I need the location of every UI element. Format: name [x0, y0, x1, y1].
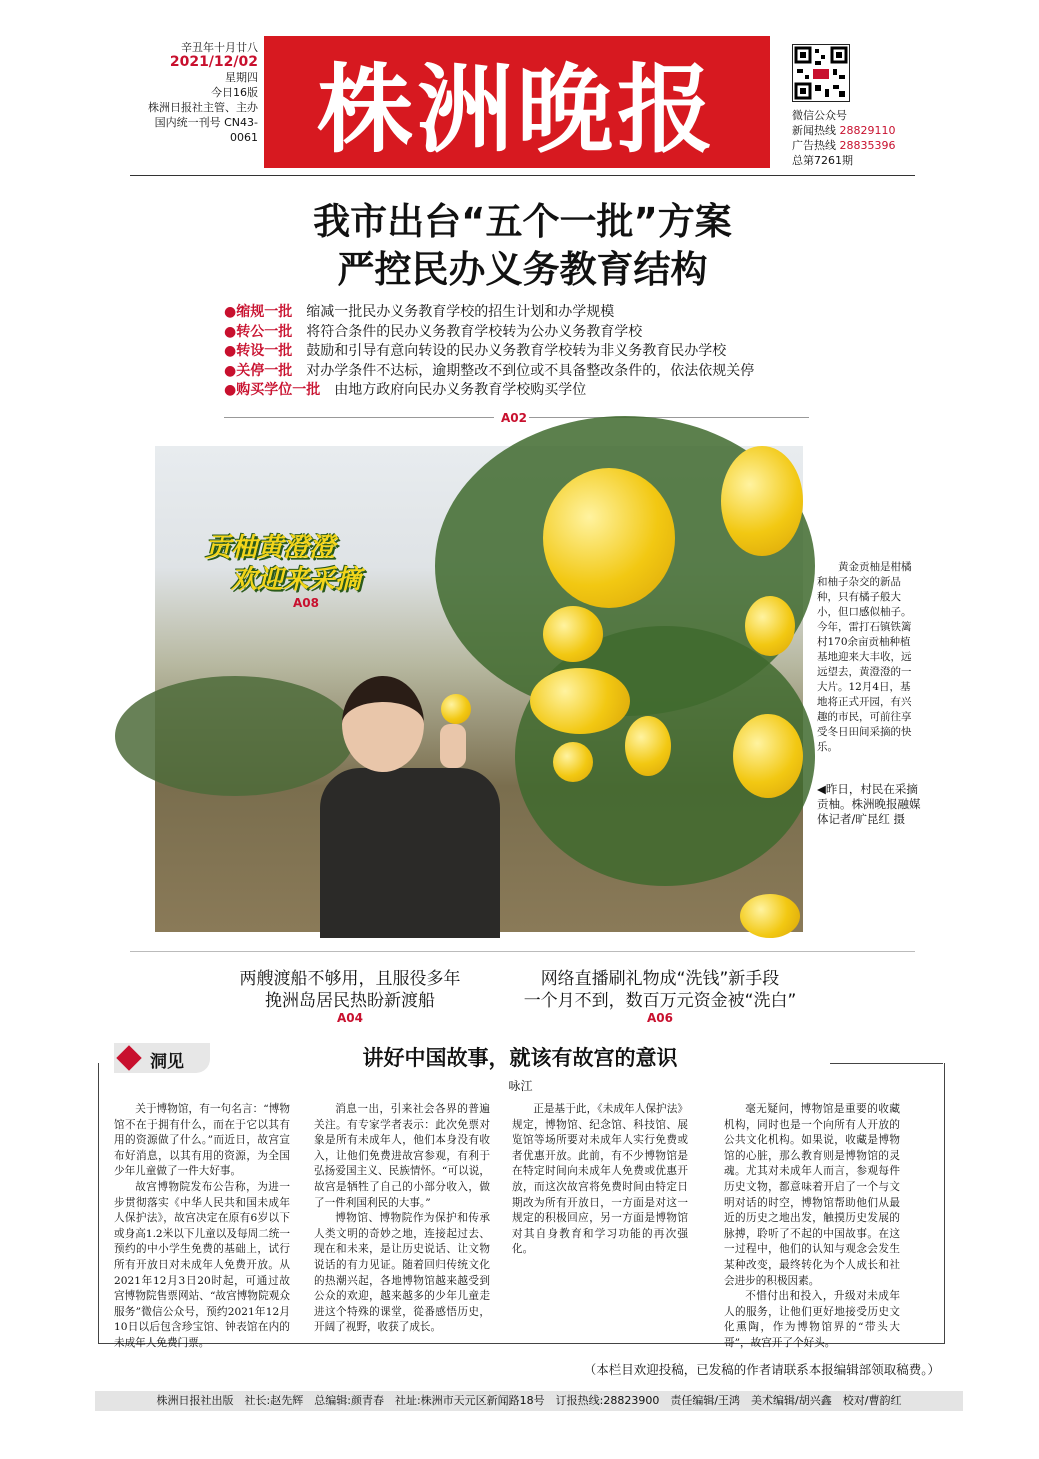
- pomelo-fruit: [530, 668, 630, 734]
- ref-label: A02: [501, 411, 527, 425]
- submission-note: （本栏目欢迎投稿，已发稿的作者请联系本报编辑部领取稿费。）: [583, 1362, 940, 1377]
- weekday: 星期四: [225, 71, 258, 84]
- page-count: 今日16版: [211, 86, 258, 99]
- divider: [130, 951, 915, 952]
- divider: [130, 175, 915, 176]
- ad-hotline: 广告热线 28835396: [792, 139, 896, 152]
- masthead-meta-left: [138, 40, 258, 145]
- teaser-a04[interactable]: [200, 968, 500, 1025]
- pomelo-fruit: [733, 714, 803, 798]
- photo-caption: 黄金贡柚是柑橘和柚子杂交的新品种，只有橘子般大小，但口感似柚子。今年，雷打石镇铁篱村170余亩贡柚种植基地迎来大丰收，远远望去，黄澄澄的一大片。12月4日，基地将正式开园，有兴趣的市民，可前往享受冬日田间采摘的快乐。: [817, 561, 912, 753]
- column-badge: [114, 1043, 210, 1073]
- issue-number: 总第7261期: [792, 154, 853, 167]
- main-headline: [130, 198, 915, 294]
- masthead-banner: [264, 36, 770, 168]
- paragraph: 不惜付出和投入，升级对未成年人的服务，让他们更好地接受历史文化熏陶，作为博物馆界的“带头大哥”，故宫开了个好头。: [724, 1290, 900, 1349]
- bullet-item: ●购买学位一批 由地方政府向民办义务教育学校购买学位: [224, 382, 587, 398]
- publisher: 株洲日报社主管、主办: [148, 101, 258, 114]
- pomelo-fruit: [543, 468, 675, 608]
- footer-credits: 株洲日报社出版 社长:赵先辉 总编辑:颜青春 社址:株洲市天元区新闻路18号 订报热线:28823900 责任编辑/王鸿 美术编辑/胡兴鑫 校对/曹韵红: [95, 1391, 963, 1411]
- overlay-line-1: 贡柚黄澄澄: [205, 533, 336, 563]
- headline-bullets: [224, 303, 844, 401]
- photo-overlay-title: [205, 532, 361, 610]
- diamond-icon: [116, 1045, 141, 1070]
- page-ref: A06: [647, 1011, 673, 1025]
- page-ref-a08[interactable]: A08: [293, 596, 319, 610]
- bullet-item: ●转设一批 鼓励和引导有意向转设的民办义务教育学校转为非义务教育民办学校: [224, 343, 727, 359]
- column-text-4: [724, 1102, 900, 1349]
- column-text-2: [314, 1102, 490, 1336]
- column-badge-label: 洞见: [150, 1052, 184, 1072]
- bullet-item: ●关停一批 对办学条件不达标，逾期整改不到位或不具备整改条件的，依法依规关停: [224, 362, 755, 379]
- headline-line-1: 我市出台“五个一批”方案: [313, 200, 732, 243]
- page-ref-a02[interactable]: [224, 412, 809, 424]
- headline-line-2: 严控民办义务教育结构: [337, 248, 708, 291]
- masthead-meta-right: [792, 108, 896, 168]
- news-hotline: 新闻热线 28829110: [792, 124, 896, 137]
- newspaper-logo: 株洲晚报: [317, 52, 717, 166]
- paragraph: 故宫博物院发布公告称，为进一步贯彻落实《中华人民共和国未成年人保护法》，故宫决定在原有6岁以下或身高1.2米以下儿童以及每周二统一预约的中小学生免费的基础上，试行所有开放日对未成年人免费开放。从2021年12月3日20时起，可通过故宫博物院售票网站、“故宫博物院观众服务”微信公众号，预约2021年12月10日以后包含珍宝馆、钟表馆在内的未成年人免费门票。: [114, 1180, 290, 1349]
- ref-line: [529, 417, 809, 418]
- teaser-line: 一个月不到，数百万元资金被“洗白”: [523, 991, 797, 1011]
- villager-figure: [320, 676, 540, 932]
- pomelo-fruit: [721, 446, 803, 556]
- pomelo-fruit: [543, 606, 603, 662]
- overlay-line-2: 欢迎来采摘: [231, 565, 362, 595]
- column-author: 咏江: [508, 1079, 533, 1093]
- bullet-item: ●缩规一批 缩减一批民办义务教育学校的招生计划和办学规模: [224, 304, 615, 320]
- qr-code-icon: [792, 44, 850, 102]
- teaser-line: 网络直播刷礼物成“洗钱”新手段: [540, 969, 780, 989]
- cn-number: 国内统一刊号 CN43-0061: [154, 116, 258, 144]
- paragraph: 毫无疑问，博物馆是重要的收藏机构，同时也是一个向所有人开放的公共文化机构。如果说，收藏是博物馆的心脏，那么教育则是博物馆的灵魂。尤其对未成年人而言，参观每件历史文物，都意味着开启了一个与文明对话的时空，博物馆帮助他们从最近的历史之地出发，触摸历史发展的脉搏，聆听了不起的中国故事。在这一过程中，他们的认知与观念会发生某种改变，最终转化为个人成长和社会进步的积极因素。: [724, 1103, 900, 1287]
- ref-line: [224, 417, 494, 418]
- feature-photo: [155, 446, 803, 932]
- teaser-line: 挽洲岛居民热盼新渡船: [265, 991, 435, 1011]
- wechat-label: 微信公众号: [792, 109, 847, 122]
- pomelo-fruit: [745, 596, 795, 656]
- photo-credit: ◀昨日，村民在采摘贡柚。株洲晚报融媒体记者/旷昆红 摄: [817, 782, 921, 826]
- paragraph: 博物馆、博物院作为保护和传承人类文明的奇妙之地，连接起过去、现在和未来，是让历史说话、让文物说话的有力见证。随着回归传统文化的热潮兴起，各地博物馆越来越受到公众的欢迎，越来越多的少年儿童走进这个特殊的课堂，從番感悟历史，开阔了视野，收获了成长。: [314, 1212, 490, 1334]
- column-title: 讲好中国故事，就该有故宫的意识: [210, 1043, 830, 1073]
- paragraph: 消息一出，引来社会各界的普遍关注。有专家学者表示：此次免票对象是所有未成年人，他们本身没有收入，让他们免费进故宫参观，有利于弘扬爱国主义、民族情怀。“可以说，故宫是牺牲了自己的小部分收入，做了一件利国利民的大事。”: [314, 1103, 490, 1209]
- column-text-1: [114, 1102, 290, 1349]
- teaser-a06[interactable]: [500, 968, 820, 1025]
- page-ref: A04: [337, 1011, 363, 1025]
- paragraph: 关于博物馆，有一句名言：“博物馆不在于拥有什么，而在于它以其有用的资源做了什么。”而近日，故宫宣布好消息，以其有用的资源，为全国少年儿童做了一件大好事。: [114, 1103, 290, 1178]
- pomelo-fruit: [740, 894, 800, 938]
- issue-date: 2021/12/02: [169, 54, 258, 70]
- teaser-line: 两艘渡船不够用，且服役多年: [239, 969, 461, 989]
- bullet-item: ●转公一批 将符合条件的民办义务教育学校转为公办义务教育学校: [224, 323, 643, 340]
- paragraph: 正是基于此，《未成年人保护法》规定，博物馆、纪念馆、科技馆、展览馆等场所要对未成年人实行免费或者优惠开放。此前，有不少博物馆是在特定时间向未成年人免费或优惠开放，而这次故宫将免费时间由特定日期改为所有开放日，一方面是对这一规定的积极回应，另一方面是博物馆对其自身教育和学习功能的再次强化。: [512, 1103, 688, 1256]
- column-text-3: [512, 1102, 688, 1258]
- pomelo-fruit: [553, 742, 593, 782]
- lunar-date: 辛丑年十月廿八: [181, 41, 258, 54]
- pomelo-fruit: [625, 716, 671, 776]
